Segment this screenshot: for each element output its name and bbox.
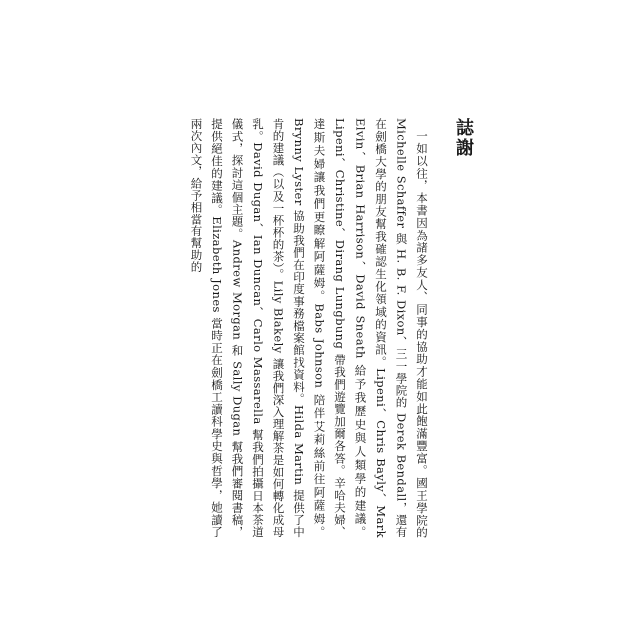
acknowledgements-paragraph: 一如以往，本書因為諸多友人、同事的協助才能如此飽滿豐富。國王學院的 Michelle Schaffer 與 H. B. F. Dixon、三一學院的 Derek Bendall，還有在劍橋大學的朋友幫我確認生化領域的資訊。Lipeni、Chris Bayly、Mark Elvin、Brian Harrison、David Sneath 給予我歷史與人類學的建議。Lipeni、Christine、Dirang Lungbung 帶我們遊覽加爾各答。辛哈夫婦、達斯夫婦讓我們更瞭解阿薩姆。Babs Johnson 陪伴艾莉絲前往阿薩姆。Brynny Lyster 協助我們在印度事務檔案館找資料。Hilda Martin 提供了中肯的建議（以及一杯杯的茶）。Lily Blakely 讓我們深入理解茶是如何轉化成母乳。David Dugan、Ian Duncan、Carlo Massarella 幫我們拍攝日本茶道儀式，探討這個主題。Andrew Morgan 和 Sally Dugan 幫我們審閱書稿，提供絕佳的建議。Elizabeth Jones 當時正在劍橋工讀科學史與哲學，她讀了兩次內文，給予相當有幫助的 xyxy=(189,118,429,538)
page-title: 誌謝 xyxy=(453,118,474,158)
acknowledgements-section xyxy=(174,118,472,538)
